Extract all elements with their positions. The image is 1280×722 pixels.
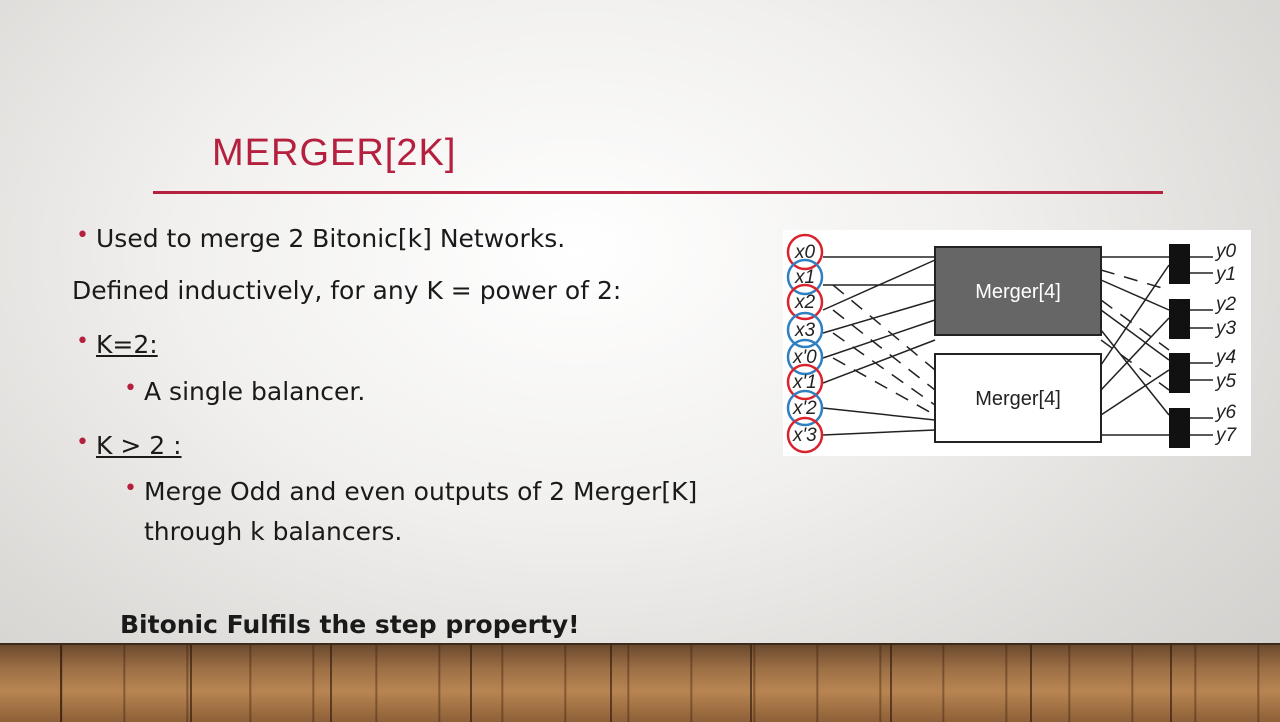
input-label-6: x'2 [793, 398, 817, 419]
bullet-merge-bitonic: • Used to merge 2 Bitonic[k] Networks. [96, 224, 565, 254]
input-label-0: x0 [795, 242, 816, 263]
balancer-2 [1169, 299, 1190, 339]
input-label-1: x1 [795, 267, 816, 288]
bullet-k-equals-2: • K=2: [96, 330, 158, 360]
input-label-5: x'1 [793, 372, 817, 393]
bullet-k-greater-2: • K > 2 : [96, 431, 182, 461]
output-label-5: y5 [1216, 371, 1237, 392]
output-label-3: y3 [1216, 318, 1237, 339]
input-label-4: x'0 [793, 347, 817, 368]
balancer-1 [1169, 244, 1190, 284]
sub-bullet-single-balancer: • A single balancer. [144, 377, 365, 407]
input-label-3: x3 [795, 320, 816, 341]
input-label-2: x2 [795, 292, 816, 313]
bottom-merger-label: Merger[4] [975, 388, 1061, 410]
output-label-0: y0 [1216, 241, 1237, 262]
output-label-4: y4 [1216, 347, 1237, 368]
input-label-7: x'3 [793, 425, 817, 446]
balancer-4 [1169, 408, 1190, 448]
output-label-6: y6 [1216, 402, 1237, 423]
sub-bullet-continuation: through k balancers. [144, 517, 403, 546]
merger-network-diagram [783, 230, 1251, 456]
slide-title: MERGER[2K] [212, 132, 457, 174]
top-merger-label: Merger[4] [975, 281, 1061, 303]
wooden-floor [0, 643, 1280, 722]
definition-line: Defined inductively, for any K = power of 2: [72, 276, 622, 305]
sub-bullet-merge-odd-even: • Merge Odd and even outputs of 2 Merger[K] [144, 477, 697, 507]
output-label-2: y2 [1216, 294, 1237, 315]
output-label-1: y1 [1216, 264, 1237, 285]
output-label-7: y7 [1216, 425, 1237, 446]
step-property-emphasis: Bitonic Fulfils the step property! [120, 610, 580, 639]
title-divider [153, 191, 1163, 194]
balancer-3 [1169, 353, 1190, 393]
